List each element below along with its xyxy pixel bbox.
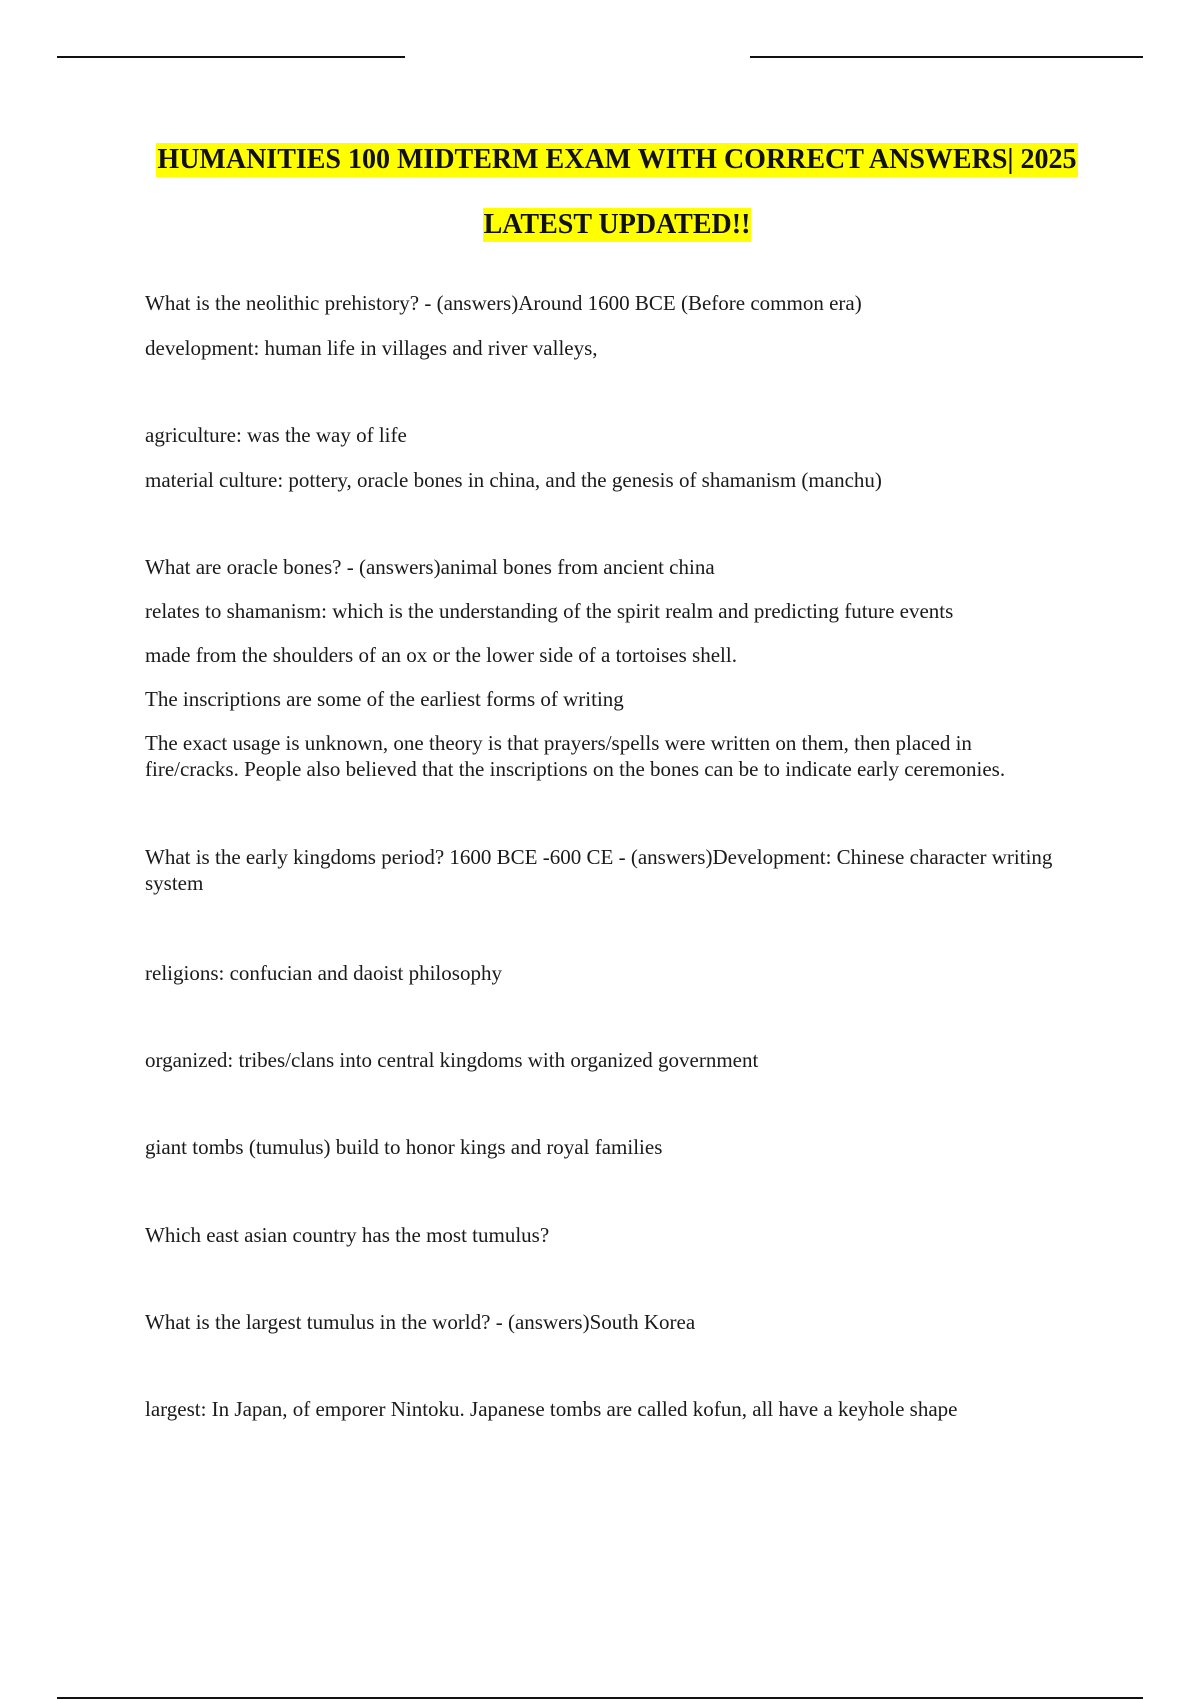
paragraph-line: What is the neolithic prehistory? - (answers)Around 1600 BCE (Before common era)	[145, 291, 862, 315]
paragraph-line: agriculture: was the way of life	[145, 423, 407, 447]
paragraph-line: largest: In Japan, of emporer Nintoku. Japanese tombs are called kofun, all have a keyhole shape	[145, 1397, 958, 1421]
paragraph-line: Which east asian country has the most tumulus?	[145, 1223, 550, 1247]
paragraph-line: religions: confucian and daoist philosophy	[145, 961, 502, 985]
top-right-rule	[750, 56, 1143, 58]
paragraph-block: What is the early kingdoms period? 1600 BCE -600 CE - (answers)Development: Chinese character writing system	[145, 845, 1053, 895]
title-line-1: HUMANITIES 100 MIDTERM EXAM WITH CORRECT ANSWERS| 2025	[157, 144, 1077, 175]
paragraph-line: What is the largest tumulus in the world? - (answers)South Korea	[145, 1310, 696, 1334]
paragraph-line: The inscriptions are some of the earliest forms of writing	[145, 687, 624, 711]
paragraph-line: relates to shamanism: which is the understanding of the spirit realm and predicting future events	[145, 599, 954, 623]
top-left-rule	[57, 56, 405, 58]
paragraph-line: development: human life in villages and river valleys,	[145, 336, 598, 360]
bottom-rule	[57, 1697, 1143, 1699]
paragraph-line: organized: tribes/clans into central kingdoms with organized government	[145, 1048, 759, 1072]
paragraph-block: The exact usage is unknown, one theory is that prayers/spells were written on them, then placed in fire/cracks. People also believed that the inscriptions on the bones can be to indicate early ceremonies.	[145, 731, 1006, 781]
title-line-2: LATEST UPDATED!!	[483, 209, 751, 240]
paragraph-line: made from the shoulders of an ox or the lower side of a tortoises shell.	[145, 643, 737, 667]
paragraph-line: What are oracle bones? - (answers)animal bones from ancient china	[145, 555, 715, 579]
paragraph-line: material culture: pottery, oracle bones in china, and the genesis of shamanism (manchu)	[145, 468, 882, 492]
paragraph-line: giant tombs (tumulus) build to honor kings and royal families	[145, 1135, 663, 1159]
